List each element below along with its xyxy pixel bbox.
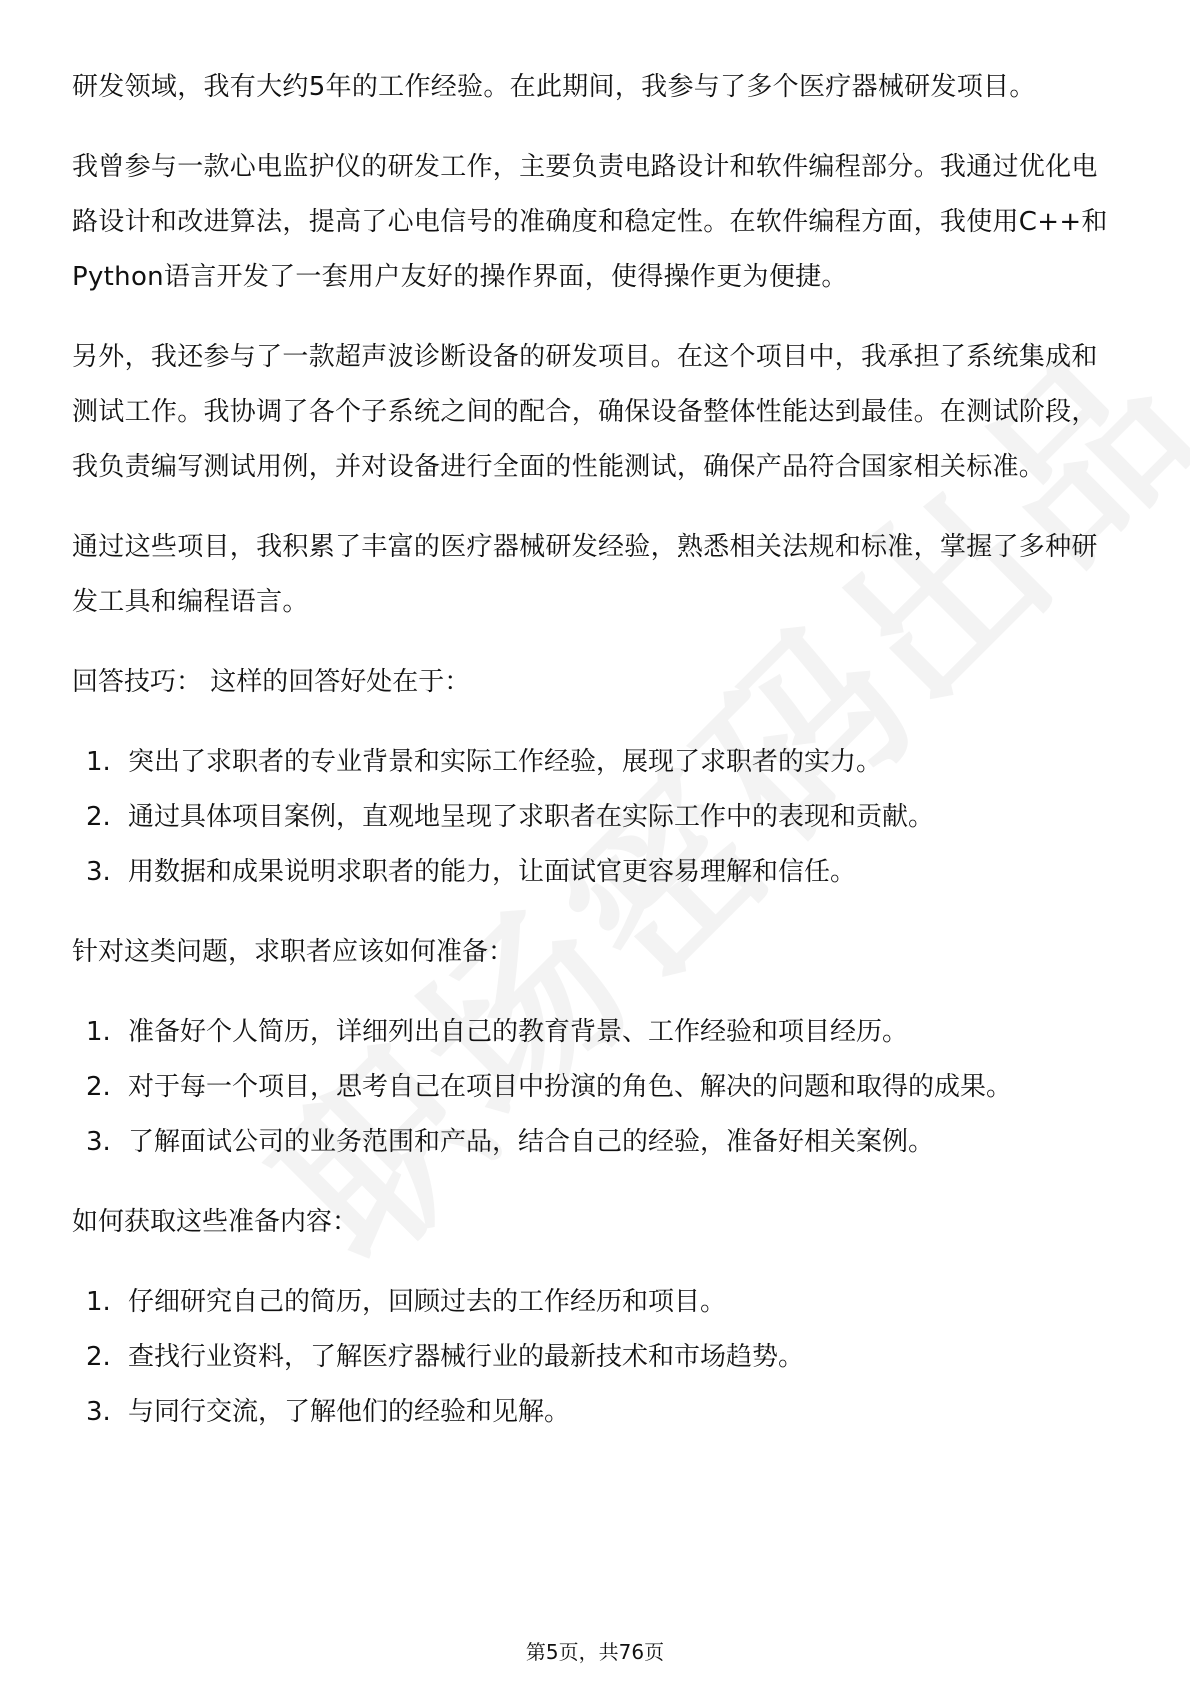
list-item-text: 通过具体项目案例，直观地呈现了求职者在实际工作中的表现和贡献。	[128, 802, 935, 832]
list-item-text: 突出了求职者的专业背景和实际工作经验，展现了求职者的实力。	[128, 747, 883, 777]
list-item	[72, 735, 1120, 790]
list-number: 2.	[86, 1072, 111, 1102]
paragraph-ecg-project: 我曾参与一款心电监护仪的研发工作，主要负责电路设计和软件编程部分。我通过优化电路设计和改进算法，提高了心电信号的准确度和稳定性。在软件编程方面，我使用C++和Python语言开发了一套用户友好的操作界面，使得操作更为便捷。	[72, 152, 1108, 292]
list-item-text: 准备好个人简历，详细列出自己的教育背景、工作经验和项目经历。	[128, 1017, 909, 1047]
list-item-text: 查找行业资料，了解医疗器械行业的最新技术和市场趋势。	[128, 1342, 805, 1372]
list-item	[72, 1385, 1120, 1440]
page-content	[72, 60, 1120, 1465]
page-number: 第5页，共76页	[525, 1640, 665, 1664]
list-number: 1.	[86, 747, 111, 777]
list-item	[72, 1005, 1120, 1060]
list-number: 3.	[86, 1127, 111, 1157]
list-item	[72, 790, 1120, 845]
list-item	[72, 1275, 1120, 1330]
list-item-text: 仔细研究自己的简历，回顾过去的工作经历和项目。	[128, 1287, 727, 1317]
list-item	[72, 845, 1120, 900]
obtain-list	[72, 1275, 1120, 1440]
list-number: 3.	[86, 857, 111, 887]
paragraph-summary: 通过这些项目，我积累了丰富的医疗器械研发经验，熟悉相关法规和标准，掌握了多种研发工具和编程语言。	[72, 532, 1098, 617]
list-number: 1.	[86, 1017, 111, 1047]
list-item-text: 对于每一个项目，思考自己在项目中扮演的角色、解决的问题和取得的成果。	[128, 1072, 1013, 1102]
tips-list	[72, 735, 1120, 900]
list-item-text: 了解面试公司的业务范围和产品，结合自己的经验，准备好相关案例。	[128, 1127, 935, 1157]
list-item-text: 用数据和成果说明求职者的能力，让面试官更容易理解和信任。	[128, 857, 857, 887]
list-number: 3.	[86, 1397, 111, 1427]
obtain-heading: 如何获取这些准备内容：	[72, 1207, 359, 1237]
list-number: 2.	[86, 1342, 111, 1372]
list-item-text: 与同行交流，了解他们的经验和见解。	[128, 1397, 571, 1427]
paragraph-ultrasound-project: 另外，我还参与了一款超声波诊断设备的研发项目。在这个项目中，我承担了系统集成和测试工作。我协调了各个子系统之间的配合，确保设备整体性能达到最佳。在测试阶段，我负责编写测试用例，并对设备进行全面的性能测试，确保产品符合国家相关标准。	[72, 342, 1098, 482]
list-number: 2.	[86, 802, 111, 832]
list-item	[72, 1115, 1120, 1170]
prepare-heading: 针对这类问题，求职者应该如何准备：	[72, 937, 515, 967]
list-number: 1.	[86, 1287, 111, 1317]
list-item	[72, 1060, 1120, 1115]
tips-heading: 回答技巧： 这样的回答好处在于：	[72, 667, 471, 697]
prepare-list	[72, 1005, 1120, 1170]
paragraph-experience-intro: 研发领域，我有大约5年的工作经验。在此期间，我参与了多个医疗器械研发项目。	[72, 72, 1036, 102]
list-item	[72, 1330, 1120, 1385]
